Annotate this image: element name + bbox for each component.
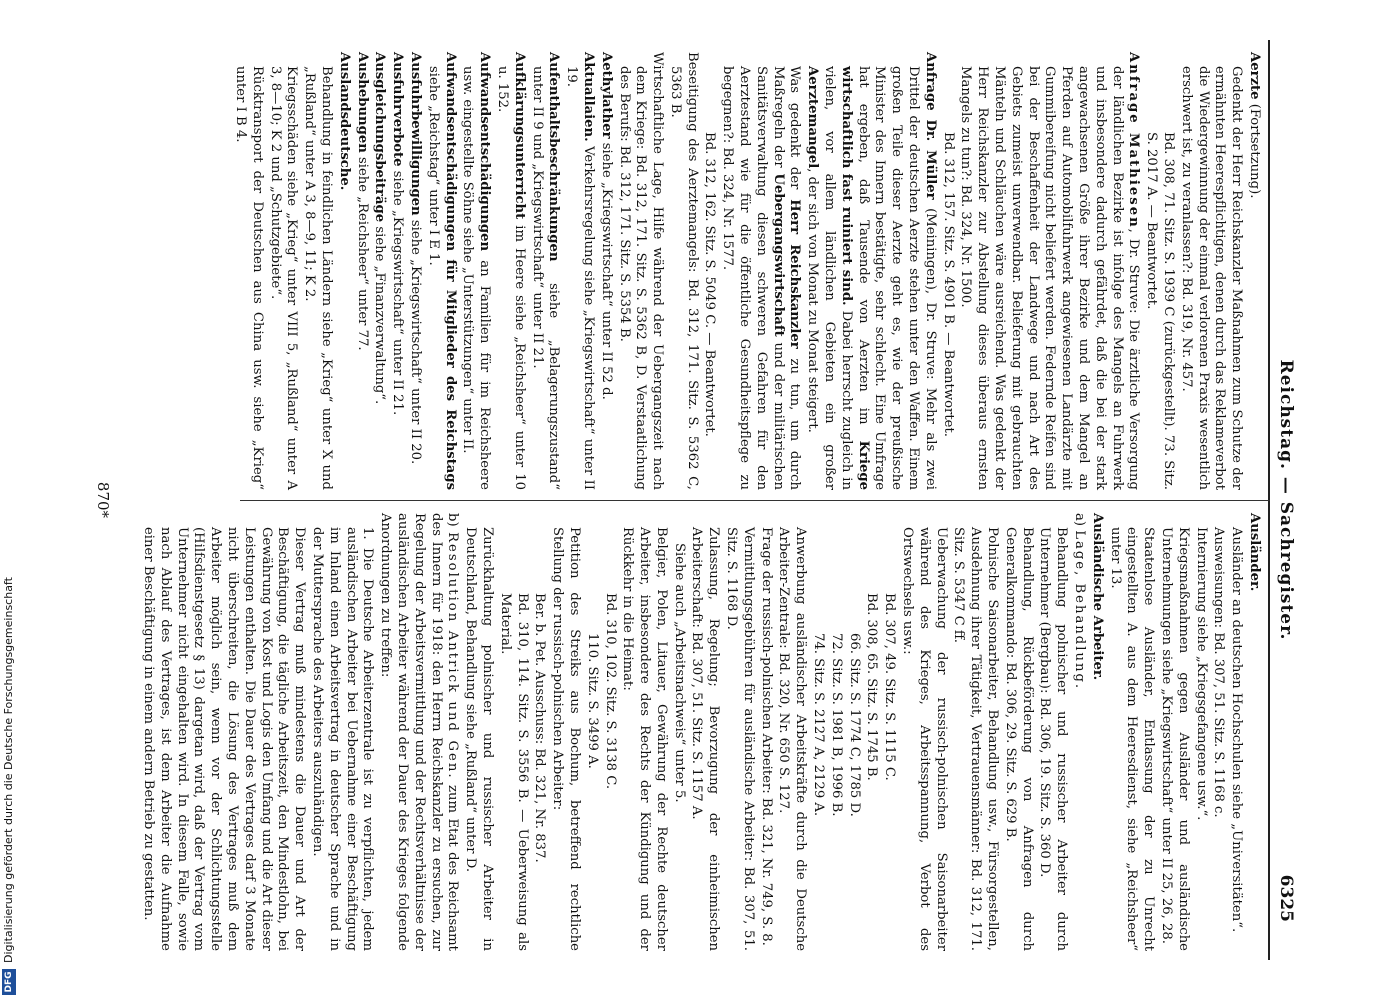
left_column-entry: Aufklärungsunterricht im Heere siehe „Reichsheer“ unter 10 u. 152. [494,52,527,490]
left_column-entry: Anfrage Mathiesen, Dr. Struve: Die ärztliche Versorgung der ländlichen Bezirke ist infolge des Mangels an Fuhrwerk und insbesondere dadurch gefährdet, daß die bei der stark angewachsenen Größe ihrer Bezirke und dem Mangel an Pferden auf Automobilfuhrwerk angewiesenen Landärzte mit Gummibereifung nicht beliefert werden. Federnde Reifen sind bei der Beschaffenheit der Landwege und nach Art des Gebiets zumeist unverwendbar. Belieferung mit gebrauchten Mänteln und Schläuchen wäre ausreichend. Was gedenkt der Herr Reichskanzler zur Abstellung dieses überaus ernsten Mangels zu tun?: Bd. 324, Nr. 1500. [958,52,1142,490]
right_column-entry: Ueberwachung der russisch-polnischen Saisonarbeiter während des Krieges, Arbeitsspannung, Verbot des Ortswechsels usw.: [900,527,949,951]
right_column-entry: Zurückhaltung polnischer und russischer Arbeiter in Deutschland, Behandlung siehe „Rußland“ unter D. [463,527,495,951]
right_column-entry: Staatenlose Ausländer, Entlassung der zu Unrecht eingestellten A. aus dem Heeresdienst, siehe „Reichsheer“ unter 13. [1107,527,1157,951]
header-page-number: 6325 [1276,874,1296,922]
right_column-entry: 66. Sitz. S. 1774 C, 1785 D. [846,633,862,817]
right_column-entry: Dieser Vertrag muß mindestens die Dauer und Art der Beschäftigung, die tägliche Arbeitszeit, den Mindestlohn, bei Gewährung von Kost und Logis den Umfang und die Art dieser Leistungen enthalten. Die Dauer des Vertrages darf 3 Monate nicht überschreiten, die Lösung des Vertrages muß dem Arbeiter möglich sein, wenn vor der Schlichtungsstelle (Hilfsdienstgesetz § 13) dargetan wird, daß der Vertrag vom Unternehmer nicht eingehalten wird. In diesem Falle, sowie nach Ablauf des Vertrages, ist dem Arbeiter die Aufnahme einer Beschäftigung in einem andern Betrieb zu gestatten. [141,527,308,951]
right_column-entry: Bd. 310, 114. Sitz. S. 3556 B. — Ueberweisung als Material. [497,593,530,951]
left_column-entry: Bd. 312, 157. Sitz. S. 4901 B. — Beantwortet. [940,132,956,437]
left_column-entry: Aethylather siehe „Kriegswirtschaft“ unter II 52 d. [598,52,614,400]
right_column-entry: Behandlung polnischer und russischer Arbeiter durch Unternehmer (Bergbau): Bd. 306, 19. Sitz. S. 360 D. [1037,527,1070,951]
left_column-entry: Was gedenkt der Herr Reichskanzler zu tun, um durch Maßregeln der Uebergangswirtschaft und der militärischen Sanitätsverwaltung diesen schweren Gefahren für den Aerztestand wie für die öffentliche Gesundheitspflege zu begegnen?: Bd. 324, Nr. 1577. [720,66,803,490]
left_column-entry: Bd. 312, 162. Sitz. S. 5049 C. — Beantwortet. [702,132,718,437]
right_column-entry: Ausländische Arbeiter. [1089,513,1105,681]
right_column-entry: Bd. 310, 102. Sitz. S. 3138 C. [602,593,618,790]
left_column-entry: Aufwandsentschädigungen an Familien für im Reichsheere usw. eingestellte Söhne siehe „Unterstützungen“ unter II. [460,52,493,490]
left_column-entry: Aufenthaltsbeschränkungen siehe „Belagerungszustand“ unter II 9 und „Kriegswirtschaft“ unter II 21. [529,52,562,490]
left_column-entry: Aufwandsentschädigungen für Mitglieder des Reichstags siehe „Reichstag“ unter I E 1. [425,52,458,490]
left_column-entry: Aerzte (Fortsetzung). [1247,52,1262,199]
right_column-entry: Frage der russisch-polnischen Arbeiter: Bd. 321, Nr. 749, S. 8. [758,527,774,946]
right_column-entry: b) Resolution Antrick und Gen. zum Etat des Reichsamt des Innern für 1918: den Herrn Reichskanzler zu ersuchen, zur Regelung der Arbeitsvermittlung und der Rechtsverhältnisse der ausländischen Arbeiter während der Dauer des Krieges folgende Anordnungen zu treffen: [378,513,461,951]
right_column-entry: Siehe auch „Arbeitsnachweis“ unter 5. [671,543,687,803]
right_column-entry: 110. Sitz. S. 3499 A. [584,633,600,769]
left_column-entry: Behandlung in feindlichen Ländern siehe „Krieg“ unter X und „Rußland“ unter A 3, 8—9, 11; K 2. [302,66,334,490]
left_column-entry: Wirtschaftliche Lage, Hilfe während der Uebergangszeit nach dem Kriege: Bd. 312, 171. Sitz. S. 5362 B, D. Verstaatlichung des Berufs: Bd. 312, 171. Sitz. S. 5354 B. [616,52,666,490]
right_column-entry: Behandlung, Rückbeförderung von Anfragen durch Generalkommando: Bd. 306, 29. Sitz. S. 629 B. [1002,527,1035,951]
right_column-entry: Ber. b. Pet. Ausschuss: Bd. 321, Nr. 837. [532,593,548,863]
left_column-entry: Anfrage Dr. Müller (Meiningen), Dr. Struve: Mehr als zwei Drittel der deutschen Aerzte stehen unter den Waffen. Einem großen Teile dieser Aerzte geht es, wie der preußische Minister des Innern bestätigte, sehr schlecht. Eine Umfrage hat ergeben, daß Tausende von Aerzten im Kriege wirtschaftlich fast ruiniert sind. Dabei herrscht zugleich in vielen, vor allem ländlichen Gebieten ein großer Aerztemangel, der sich von Monat zu Monat steigert. [805,52,938,491]
dfg-logo: DFG [2,969,16,995]
left_column-entry: Ausfuhrbewilligungen siehe „Kriegswirtschaft“ unter II 20. [407,52,423,465]
left_column-entry: Ausfuhrverbote siehe „Kriegswirtschaft“ unter II 21. [390,52,406,416]
right_column-entry: Polnische Saisonarbeiter, Behandlung usw., Fürsorgestellen, Ausdehnung ihrer Tätigkeit, Vertrauensmänner: Bd. 312, 171. Sitz. S. 5347 C ff. [951,527,1001,951]
right_column-entry: Ausländer an deutschen Hochschulen siehe „Universitäten“. [1229,527,1245,933]
right_column-entry: Ausländer. [1247,513,1262,592]
right_column-entry: Bd. 308, 65. Sitz. S. 1745 B. [864,593,880,781]
left_column-entry: Ausgleichungsbeiträge siehe „Finanzverwaltung“. [372,52,388,405]
right_column-entry: Vermittlungsgebühren für ausländische Arbeiter: Bd. 307, 51. Sitz. S. 1168 D. [724,527,756,951]
right_column-entry: a) Lage, Behandlung. [1072,513,1088,691]
right_column-entry: Zulassung, Regelung; Bevorzugung der einheimischen Arbeiterschaft: Bd. 307, 51. Sitz. S. 1157 A. [689,527,722,951]
left_column-entry: Rücktransport der Deutschen aus China usw. siehe „Krieg“ unter I B 4. [232,66,265,490]
left_column-entry: Bd. 308, 71. Sitz. S. 1939 C (zurückgestellt). 73. Sitz. S. 2017 A. — Beantwortet. [1144,132,1177,490]
right_column-entry: Ausweisungen: Bd. 307, 51. Sitz. S. 1168 c. [1211,527,1227,818]
right-column [138,513,1262,951]
right_column-entry: Internierung siehe „Kriegsgefangene usw.“. [1193,527,1209,821]
watermark-text: Digitalisierung gefördert durch die Deutsche Forschungsgemeinschaft [2,577,15,963]
right_column-entry: 1. Die Deutsche Arbeiterzentrale ist zu verpflichten, jedem ausländischen Arbeiter bei Uebernahme einer Beschäftigung im Inland einen Arbeitsvertrag in deutscher Sprache und in der Muttersprache des Arbeiters auszuhändigen. [309,527,376,951]
left_column-entry: Auslandsdeutsche. [336,52,352,191]
right_column-entry: Kriegsmaßnahmen gegen Ausländer und ausländische Unternehmungen siehe „Kriegswirtschaft“ unter II 25, 26, 28. [1159,527,1191,951]
left_column-entry: Gedenkt der Herr Reichskanzler Maßnahmen zum Schutze der ermähnten Heerespflichtigen, denen durch das Reklameverbot die Wiedergewinnung der einmal verlorenen Praxis wesentlich erschwert ist, zu veranlassen?: Bd. 319, Nr. 457. [1178,66,1245,490]
right_column-entry: 74. Sitz. S. 2127 A, 2129 A. [811,633,827,817]
running-header [1270,0,1296,1000]
right_column-entry: 72. Sitz. S. 1981 B, 1996 B. [828,633,844,817]
right_column-entry: Bd. 307, 49. Sitz. S. 1115 C. [882,593,898,781]
header-title: Reichstag. — Sachregister. [1276,359,1296,641]
footer-page-mark: 870* [94,481,112,519]
left_column-entry: Kriegsschäden siehe „Krieg“ unter VIII 5, „Rußland“ unter A 3, 8—10; K 2 und „Schutzgebiete“. [267,66,300,490]
right_column-entry: Petition des Streiks aus Bochum, betreffend rechtliche Stellung der russisch-polnischen Arbeiter: [550,527,582,951]
right_column-entry: Belgier, Polen, Litauer, Gewährung der Rechte deutscher Arbeiter, insbesondere des Rechts der Kündigung und der Rückkehr in die Heimat: [620,527,669,951]
left-column [230,52,1262,490]
right_column-entry: Anwerbung ausländischer Arbeitskräfte durch die Deutsche Arbeiter-Zentrale: Bd. 320, Nr. 650 S. 127. [776,527,809,951]
left_column-entry: Beseitigung des Aerztemangels: Bd. 312, 171. Sitz. S. 5362 C, 5363 B. [667,52,700,490]
column-divider [240,500,1270,501]
left_column-entry: Aktuallaien. Verkehrsregelung siehe „Kriegswirtschaft“ unter II 19. [564,52,596,490]
left_column-entry: Aushebungen siehe „Reichsheer“ unter 77. [354,52,370,351]
digitization-watermark [2,5,20,995]
rotated-page-content [10,0,1300,1000]
